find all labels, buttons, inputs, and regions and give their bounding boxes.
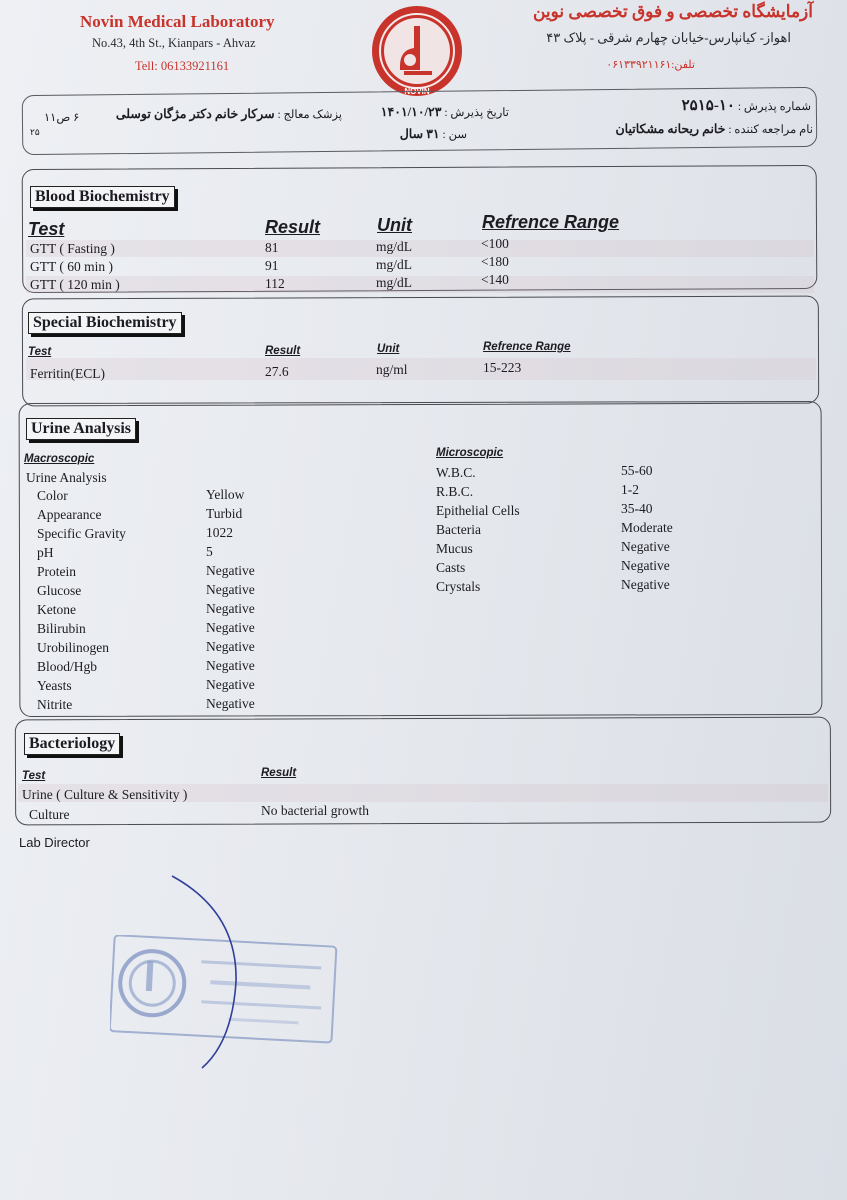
lab-phone-en: Tell: 06133921161 [135,59,230,73]
blood-biochemistry-title: Blood Biochemistry [30,186,175,208]
patient-age: سن : ۳۱ سال [399,127,467,141]
blood-test-name: GTT ( 120 min ) [30,277,120,292]
blood-test-result: 112 [265,276,285,291]
lab-name-en: Novin Medical Laboratory [80,12,275,31]
blood-test-result: 81 [265,240,279,255]
macroscopic-header: Macroscopic [24,453,95,465]
macro-value: Negative [206,658,255,673]
bacteriology-result: No bacterial growth [261,803,369,818]
micro-test: Mucus [436,541,473,556]
col-result-header: Result [265,345,301,357]
col-range-header: Refrence Range [483,341,571,353]
col-result-header: Result [261,767,297,779]
blood-test-unit: mg/dL [376,257,412,272]
bacteriology-title: Bacteriology [24,733,120,755]
macro-test: Appearance [37,507,102,522]
macro-value: Negative [206,639,255,654]
micro-value: 35-40 [621,501,653,516]
macro-value: 1022 [206,525,233,540]
macro-test: Color [37,488,68,503]
blood-biochemistry-section [22,165,818,293]
micro-value: Negative [621,539,670,554]
macro-test: Bilirubin [37,621,86,636]
macro-value: Negative [206,582,255,597]
blood-test-unit: mg/dL [376,275,412,290]
row-stripe [26,240,814,257]
row-stripe [26,358,816,380]
col-range-header: Refrence Range [482,212,620,232]
special-biochemistry-title: Special Biochemistry [28,312,182,334]
row-stripe [26,276,814,293]
macro-value: Negative [206,677,255,692]
macro-test: pH [37,545,54,560]
special-test-name: Ferritin(ECL) [30,366,105,381]
micro-test: Crystals [436,579,481,594]
macro-value: Negative [206,696,255,711]
macro-test: Ketone [37,602,76,617]
col-unit-header: Unit [377,343,400,355]
lab-phone-fa: تلفن:۰۶۱۳۳۹۲۱۱۶۱ [606,59,695,71]
macro-value: Negative [206,601,255,616]
special-test-range: 15-223 [483,360,522,375]
blood-test-name: GTT ( 60 min ) [30,259,113,274]
margin-note: ۶ ص۱۱ [44,112,80,124]
lab-name-fa: آزمایشگاه تخصصی و فوق تخصصی نوین [532,2,813,21]
margin-note-2: ۲۵ [30,127,40,137]
col-unit-header: Unit [377,215,412,235]
micro-test: Epithelial Cells [436,503,520,518]
col-test-header: Test [28,346,52,358]
blood-test-range: <100 [481,236,509,251]
micro-value: Moderate [621,520,673,535]
lab-address-en: No.43, 4th St., Kianpars - Ahvaz [92,36,256,50]
macro-test: Protein [37,564,76,579]
reception-number: شماره پذیرش : ۱۰-۲۵۱۵ [681,98,811,114]
micro-value: 55-60 [621,463,653,478]
macro-value: 5 [206,544,213,559]
macro-value: Yellow [206,487,245,502]
special-test-result: 27.6 [265,364,289,379]
blood-test-result: 91 [265,258,279,273]
urine-analysis-section [19,401,823,717]
novin-logo [370,4,464,98]
blood-test-name: GTT ( Fasting ) [30,241,115,256]
macro-value: Negative [206,620,255,635]
special-test-unit: ng/ml [376,362,408,377]
micro-test: Bacteria [436,522,481,537]
micro-value: 1-2 [621,482,639,497]
macro-test: Yeasts [37,678,72,693]
macro-value: Negative [206,563,255,578]
lab-address-fa: اهواز- کیانپارس-خیابان چهارم شرقی - پلاک ۴۳ [546,30,791,45]
blood-test-range: <180 [481,254,509,269]
macro-test: Specific Gravity [37,526,126,541]
bacteriology-section [15,717,831,826]
logo-text: NOVIN [404,87,430,96]
macro-test: Urobilinogen [37,640,109,655]
micro-value: Negative [621,577,670,592]
micro-value: Negative [621,558,670,573]
urine-analysis-title: Urine Analysis [26,418,136,440]
macro-test: Glucose [37,583,82,598]
treating-doctor: پزشک معالج : سرکار خانم دکتر مژگان توسلی [115,107,342,121]
col-test-header: Test [28,219,65,239]
blood-test-unit: mg/dL [376,239,412,254]
macro-test: Blood/Hgb [37,659,98,674]
micro-test: Casts [436,560,466,575]
macro-test: Nitrite [37,697,73,712]
signature-stroke [168,872,248,1072]
lab-director-label: Lab Director [19,835,90,850]
micro-test: W.B.C. [436,465,476,480]
blood-test-range: <140 [481,272,509,287]
microscopic-header: Microscopic [436,447,504,459]
col-result-header: Result [265,217,321,237]
col-test-header: Test [22,770,46,782]
bacteriology-test: Culture [29,807,70,822]
micro-test: R.B.C. [436,484,474,499]
macro-value: Turbid [206,506,243,521]
reception-date: تاریخ پذیرش : ۱۴۰۱/۱۰/۲۳ [380,105,509,119]
patient-name: نام مراجعه کننده : خانم ریحانه مشکاتیان [615,122,813,136]
macroscopic-group-label: Urine Analysis [26,470,107,485]
bacteriology-group-label: Urine ( Culture & Sensitivity ) [22,787,188,802]
